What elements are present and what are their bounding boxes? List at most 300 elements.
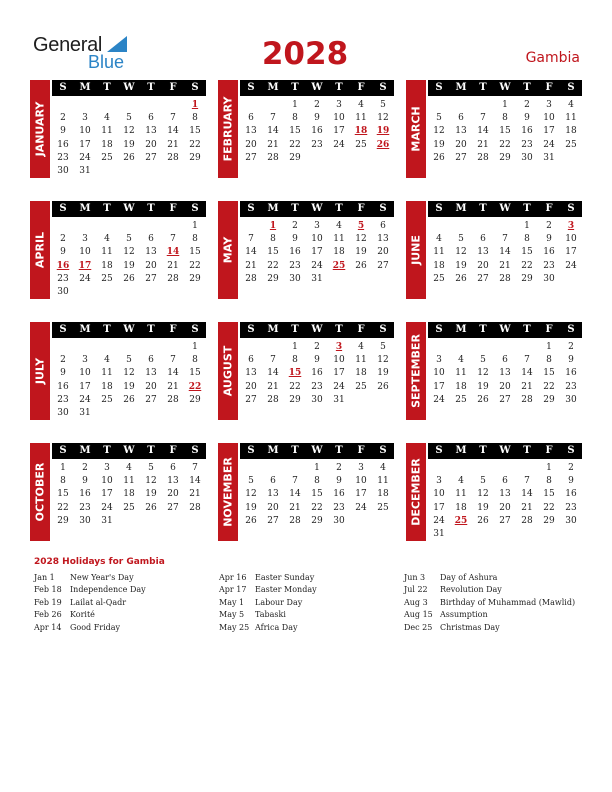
day-cell: 21 [245, 260, 257, 271]
day-cell: 22 [57, 502, 69, 513]
day-cell: 13 [455, 126, 467, 137]
day-cell: 11 [333, 234, 345, 245]
weekday-header [240, 201, 394, 217]
weekday-label: T [147, 203, 155, 214]
weekday-label: S [59, 445, 67, 456]
weekday-label: T [523, 324, 531, 335]
month-march [406, 80, 584, 180]
day-cell: 6 [148, 234, 154, 245]
day-cell: 7 [170, 355, 176, 366]
holiday-item [404, 597, 589, 609]
weekday-label: S [379, 82, 387, 93]
day-cell: 3 [104, 463, 110, 473]
day-cell: 25 [101, 273, 113, 284]
weekday-label: F [545, 445, 553, 456]
holiday-date: Aug 15 [404, 610, 433, 620]
day-cell: 28 [477, 152, 489, 163]
day-cell: 17 [333, 126, 345, 137]
day-cell: 12 [455, 247, 467, 258]
day-cell: 20 [455, 139, 467, 150]
day-cell: 16 [311, 368, 323, 379]
weekday-label: T [291, 324, 299, 335]
month-tab [406, 201, 426, 299]
holiday-name: Labour Day [255, 597, 303, 607]
day-cell: 28 [167, 394, 179, 405]
weekday-label: T [523, 445, 531, 456]
weekday-label: T [479, 324, 487, 335]
weekday-label: T [479, 203, 487, 214]
empty-cell [428, 462, 450, 475]
day-cell: 9 [568, 476, 574, 487]
day-cell: 14 [267, 368, 279, 379]
day-cell: 8 [546, 476, 552, 487]
day-cell: 27 [167, 502, 179, 513]
holiday-day-cell: 3 [567, 221, 575, 231]
day-cell: 30 [565, 515, 577, 526]
day-cell: 16 [79, 489, 91, 500]
day-cell: 23 [565, 381, 577, 392]
holiday-day-cell: 17 [78, 260, 92, 271]
day-cell: 31 [311, 273, 323, 284]
weekday-label: S [59, 82, 67, 93]
day-cell: 10 [333, 113, 345, 124]
day-cell: 25 [101, 152, 113, 163]
month-name: OCTOBER [33, 462, 47, 522]
day-cell: 7 [524, 476, 530, 487]
weekday-label: F [169, 82, 177, 93]
weekday-label: M [267, 445, 279, 456]
day-cell: 14 [167, 368, 179, 379]
day-cell: 10 [311, 234, 323, 245]
holiday-date: Jan 1 [34, 573, 55, 582]
day-cell: 28 [289, 515, 301, 526]
empty-cell [74, 341, 96, 354]
day-cell: 24 [543, 139, 555, 150]
day-cell: 16 [543, 247, 555, 258]
weekday-label: W [311, 82, 323, 93]
day-cell: 3 [82, 355, 88, 366]
day-cell: 30 [543, 273, 555, 284]
weekday-label: F [357, 324, 365, 335]
day-grid [240, 462, 394, 528]
weekday-label: W [123, 203, 135, 214]
day-cell: 11 [565, 113, 577, 124]
holiday-name: Day of Ashura [440, 573, 498, 582]
day-cell: 27 [245, 394, 257, 405]
day-cell: 15 [289, 126, 301, 137]
day-cell: 25 [101, 394, 113, 405]
day-cell: 6 [380, 221, 386, 231]
weekday-label: M [79, 203, 91, 214]
day-cell: 16 [57, 139, 69, 150]
day-cell: 26 [123, 394, 135, 405]
holiday-name: New Year's Day [70, 573, 134, 582]
month-tab [218, 201, 238, 299]
day-cell: 2 [568, 463, 574, 473]
day-cell: 7 [170, 234, 176, 245]
day-cell: 17 [433, 381, 445, 392]
holiday-item [404, 584, 589, 596]
weekday-label: T [147, 445, 155, 456]
day-cell: 29 [189, 273, 201, 284]
day-cell: 29 [189, 394, 201, 405]
day-cell: 25 [433, 273, 445, 284]
day-cell: 16 [311, 126, 323, 137]
day-cell: 15 [311, 489, 323, 500]
day-cell: 20 [377, 247, 389, 258]
day-cell: 5 [126, 355, 132, 366]
holidays-title: 2028 Holidays for Gambia [34, 557, 165, 567]
day-cell: 14 [289, 489, 301, 500]
day-cell: 23 [311, 381, 323, 392]
empty-cell [240, 99, 262, 112]
day-cell: 27 [245, 152, 257, 163]
day-cell: 10 [79, 126, 91, 137]
day-cell: 2 [60, 355, 66, 366]
empty-cell [494, 462, 516, 475]
month-tab [218, 443, 238, 541]
day-cell: 29 [543, 394, 555, 405]
weekday-label: T [479, 445, 487, 456]
day-cell: 7 [502, 234, 508, 245]
holiday-item [219, 572, 404, 584]
day-cell: 20 [267, 502, 279, 513]
weekday-header [428, 322, 582, 338]
day-cell: 24 [79, 394, 91, 405]
day-cell: 30 [333, 515, 345, 526]
holiday-column [404, 572, 589, 634]
empty-cell [472, 99, 494, 112]
day-cell: 17 [543, 126, 555, 137]
day-grid [428, 99, 582, 165]
weekday-label: T [335, 203, 343, 214]
holiday-item [219, 597, 404, 609]
empty-cell [52, 220, 74, 233]
month-name: MARCH [409, 106, 423, 152]
holiday-item [404, 572, 589, 584]
weekday-label: F [169, 203, 177, 214]
day-cell: 9 [314, 113, 320, 124]
day-cell: 9 [568, 355, 574, 366]
weekday-label: M [455, 82, 467, 93]
weekday-label: F [357, 203, 365, 214]
holiday-day-cell: 22 [188, 381, 202, 392]
day-cell: 26 [477, 515, 489, 526]
day-cell: 18 [355, 368, 367, 379]
day-cell: 24 [79, 152, 91, 163]
holiday-day-cell: 16 [56, 260, 70, 271]
day-cell: 1 [314, 463, 320, 473]
day-cell: 9 [60, 247, 66, 258]
day-cell: 22 [543, 381, 555, 392]
day-cell: 30 [289, 273, 301, 284]
weekday-header [52, 80, 206, 96]
empty-cell [450, 99, 472, 112]
weekday-label: T [291, 445, 299, 456]
day-cell: 3 [336, 100, 342, 110]
day-cell: 26 [245, 515, 257, 526]
day-cell: 11 [123, 476, 135, 487]
logo-triangle-icon [107, 36, 127, 52]
holiday-name: Easter Monday [255, 585, 317, 595]
day-cell: 11 [101, 126, 113, 137]
holiday-item [404, 609, 589, 621]
day-cell: 2 [314, 100, 320, 110]
day-cell: 26 [355, 260, 367, 271]
day-cell: 13 [267, 489, 279, 500]
day-cell: 28 [245, 273, 257, 284]
day-cell: 13 [245, 368, 257, 379]
day-cell: 10 [433, 368, 445, 379]
day-cell: 22 [189, 260, 201, 271]
day-cell: 27 [377, 260, 389, 271]
day-cell: 4 [104, 113, 110, 124]
day-cell: 23 [565, 502, 577, 513]
weekday-label: M [267, 324, 279, 335]
day-cell: 8 [60, 476, 66, 487]
day-cell: 9 [292, 234, 298, 245]
day-cell: 14 [521, 489, 533, 500]
day-cell: 28 [189, 502, 201, 513]
day-cell: 29 [289, 152, 301, 163]
month-june [406, 201, 584, 301]
month-april [30, 201, 208, 301]
holiday-date: Apr 14 [34, 622, 62, 632]
weekday-label: M [455, 324, 467, 335]
holiday-date: Aug 3 [404, 597, 428, 607]
day-cell: 29 [521, 273, 533, 284]
day-cell: 5 [458, 234, 464, 245]
day-cell: 9 [82, 476, 88, 487]
weekday-label: W [311, 203, 323, 214]
weekday-label: S [435, 203, 443, 214]
day-cell: 6 [480, 234, 486, 245]
holiday-name: Korité [70, 610, 95, 620]
holiday-name: Easter Sunday [255, 573, 315, 582]
holiday-day-cell: 14 [166, 247, 180, 258]
day-cell: 15 [189, 126, 201, 137]
day-cell: 3 [436, 476, 442, 487]
empty-cell [450, 220, 472, 233]
day-cell: 30 [57, 165, 69, 176]
day-grid [52, 341, 206, 420]
day-cell: 11 [355, 113, 367, 124]
day-cell: 23 [543, 260, 555, 271]
weekday-label: S [191, 203, 199, 214]
logo-blue-text: Blue [88, 52, 125, 72]
day-cell: 2 [568, 342, 574, 352]
month-tab [218, 322, 238, 420]
day-cell: 6 [458, 113, 464, 124]
empty-cell [428, 220, 450, 233]
day-cell: 31 [543, 152, 555, 163]
day-cell: 10 [79, 247, 91, 258]
day-cell: 19 [377, 368, 389, 379]
weekday-label: T [291, 203, 299, 214]
day-cell: 20 [145, 139, 157, 150]
day-cell: 13 [499, 489, 511, 500]
day-cell: 6 [148, 355, 154, 366]
day-cell: 19 [245, 502, 257, 513]
day-cell: 27 [455, 152, 467, 163]
day-cell: 18 [101, 381, 113, 392]
day-cell: 20 [167, 489, 179, 500]
empty-cell [118, 220, 140, 233]
weekday-header [240, 322, 394, 338]
day-cell: 20 [145, 260, 157, 271]
month-name: DECEMBER [409, 458, 423, 526]
day-cell: 21 [267, 139, 279, 150]
month-february [218, 80, 396, 180]
holiday-day-cell: 3 [335, 342, 343, 352]
day-cell: 14 [521, 368, 533, 379]
day-cell: 1 [60, 463, 66, 473]
weekday-label: S [567, 445, 575, 456]
day-cell: 29 [311, 515, 323, 526]
month-name: JUNE [409, 235, 423, 265]
month-september [406, 322, 584, 422]
day-cell: 13 [145, 247, 157, 258]
day-cell: 10 [565, 234, 577, 245]
weekday-label: F [357, 445, 365, 456]
empty-cell [162, 341, 184, 354]
weekday-label: T [523, 203, 531, 214]
day-cell: 13 [145, 368, 157, 379]
day-cell: 2 [82, 463, 88, 473]
day-cell: 10 [543, 113, 555, 124]
day-cell: 28 [167, 152, 179, 163]
day-cell: 14 [499, 247, 511, 258]
day-cell: 28 [521, 394, 533, 405]
day-cell: 9 [60, 126, 66, 137]
day-cell: 24 [333, 139, 345, 150]
day-cell: 16 [565, 368, 577, 379]
day-cell: 18 [433, 260, 445, 271]
day-cell: 31 [333, 394, 345, 405]
weekday-label: S [59, 203, 67, 214]
day-cell: 13 [167, 476, 179, 487]
day-cell: 21 [267, 381, 279, 392]
day-cell: 21 [521, 381, 533, 392]
day-cell: 17 [79, 139, 91, 150]
day-cell: 6 [148, 113, 154, 124]
day-cell: 25 [377, 502, 389, 513]
month-tab [30, 201, 50, 299]
day-grid [428, 220, 582, 286]
day-cell: 18 [123, 489, 135, 500]
day-cell: 24 [565, 260, 577, 271]
day-cell: 12 [433, 126, 445, 137]
day-cell: 15 [543, 368, 555, 379]
weekday-header [428, 443, 582, 459]
day-cell: 19 [433, 139, 445, 150]
holiday-item [34, 572, 219, 584]
day-cell: 23 [311, 139, 323, 150]
day-cell: 9 [524, 113, 530, 124]
day-cell: 17 [101, 489, 113, 500]
day-cell: 28 [267, 394, 279, 405]
day-cell: 27 [145, 273, 157, 284]
weekday-label: W [499, 324, 511, 335]
weekday-label: W [499, 445, 511, 456]
day-grid [240, 220, 394, 286]
holiday-day-cell: 25 [332, 260, 346, 271]
day-cell: 2 [60, 234, 66, 245]
day-cell: 23 [57, 394, 69, 405]
weekday-label: F [169, 445, 177, 456]
day-cell: 12 [245, 489, 257, 500]
month-tab [406, 443, 426, 541]
empty-cell [472, 220, 494, 233]
day-cell: 18 [377, 489, 389, 500]
day-cell: 19 [123, 381, 135, 392]
empty-cell [494, 341, 516, 354]
day-cell: 8 [192, 113, 198, 124]
holiday-day-cell: 19 [376, 126, 390, 137]
day-cell: 6 [248, 113, 254, 124]
day-cell: 12 [123, 247, 135, 258]
month-name: JANUARY [33, 101, 47, 157]
empty-cell [96, 99, 118, 112]
day-cell: 28 [499, 273, 511, 284]
day-cell: 22 [521, 260, 533, 271]
day-cell: 11 [377, 476, 389, 487]
empty-cell [450, 462, 472, 475]
month-name: AUGUST [221, 345, 235, 397]
day-cell: 14 [267, 126, 279, 137]
day-cell: 27 [145, 152, 157, 163]
day-cell: 21 [189, 489, 201, 500]
day-cell: 20 [145, 381, 157, 392]
empty-cell [52, 99, 74, 112]
day-cell: 14 [189, 476, 201, 487]
day-cell: 3 [82, 113, 88, 124]
day-grid [52, 99, 206, 178]
day-cell: 29 [189, 152, 201, 163]
holiday-name: Africa Day [255, 622, 298, 632]
day-grid [52, 220, 206, 299]
month-tab [30, 322, 50, 420]
day-cell: 8 [292, 113, 298, 124]
day-cell: 10 [101, 476, 113, 487]
day-cell: 1 [292, 100, 298, 110]
day-cell: 13 [145, 126, 157, 137]
day-cell: 9 [546, 234, 552, 245]
weekday-label: S [567, 324, 575, 335]
day-cell: 16 [521, 126, 533, 137]
weekday-label: T [335, 82, 343, 93]
empty-cell [74, 220, 96, 233]
day-cell: 17 [79, 381, 91, 392]
month-tab [406, 80, 426, 178]
weekday-label: M [79, 445, 91, 456]
empty-cell [240, 341, 262, 354]
day-cell: 30 [57, 286, 69, 297]
day-cell: 21 [477, 139, 489, 150]
month-tab [406, 322, 426, 420]
day-cell: 23 [333, 502, 345, 513]
weekday-label: F [357, 82, 365, 93]
day-cell: 31 [79, 407, 91, 418]
day-cell: 21 [167, 260, 179, 271]
month-name: SEPTEMBER [409, 334, 423, 408]
day-cell: 4 [458, 476, 464, 487]
day-cell: 1 [292, 342, 298, 352]
day-cell: 2 [292, 221, 298, 231]
day-grid [52, 462, 206, 528]
weekday-label: S [191, 82, 199, 93]
holiday-date: Apr 16 [219, 573, 247, 582]
